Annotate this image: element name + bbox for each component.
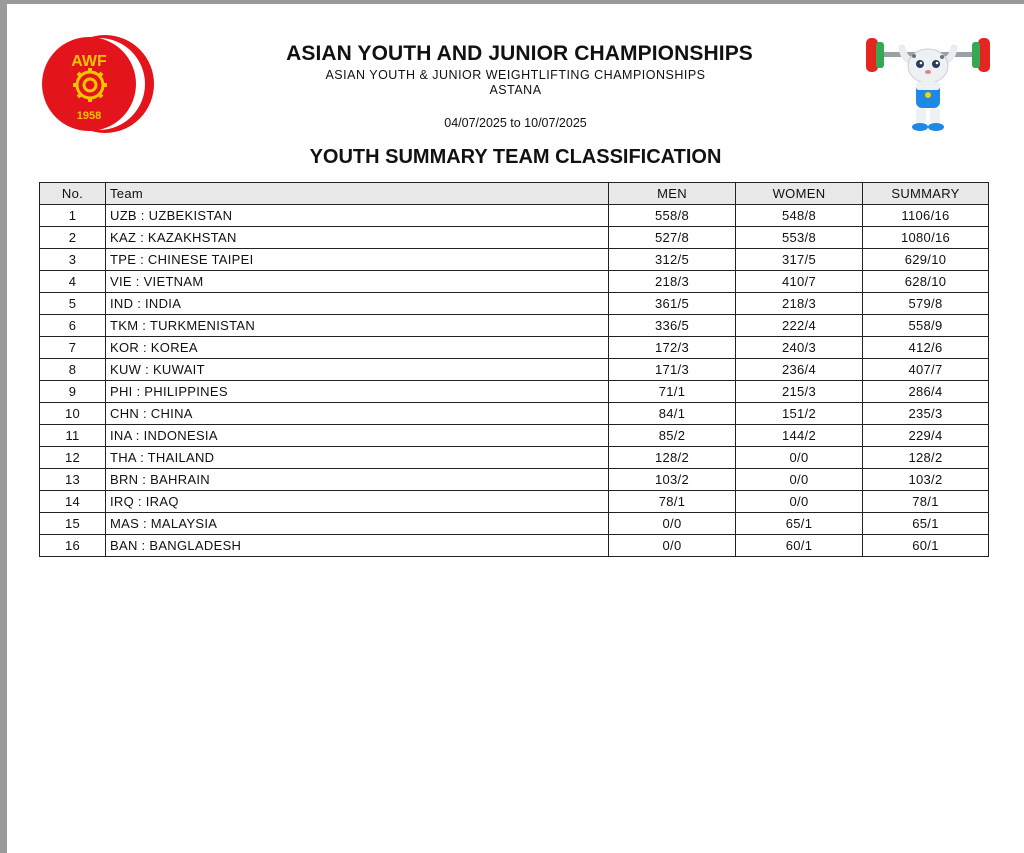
cell-women: 0/0 — [736, 447, 863, 469]
cell-men: 0/0 — [609, 513, 736, 535]
cell-team: INA : INDONESIA — [106, 425, 609, 447]
cell-women: 410/7 — [736, 271, 863, 293]
cell-team: CHN : CHINA — [106, 403, 609, 425]
cell-summary: 128/2 — [863, 447, 989, 469]
cell-no: 8 — [40, 359, 106, 381]
col-header-men: MEN — [609, 183, 736, 205]
table-row — [40, 337, 989, 359]
page-title: ASIAN YOUTH AND JUNIOR CHAMPIONSHIPS — [286, 42, 753, 65]
cell-no: 9 — [40, 381, 106, 403]
table-row — [40, 227, 989, 249]
cell-team: TKM : TURKMENISTAN — [106, 315, 609, 337]
cell-no: 1 — [40, 205, 106, 227]
cell-summary: 629/10 — [863, 249, 989, 271]
document-page — [7, 4, 1024, 853]
table-row — [40, 403, 989, 425]
logo-year: 1958 — [76, 110, 102, 122]
table-row — [40, 491, 989, 513]
cell-no: 11 — [40, 425, 106, 447]
cell-team: VIE : VIETNAM — [106, 271, 609, 293]
cell-women: 222/4 — [736, 315, 863, 337]
table-row — [40, 293, 989, 315]
cell-men: 71/1 — [609, 381, 736, 403]
cell-women: 553/8 — [736, 227, 863, 249]
cell-no: 14 — [40, 491, 106, 513]
table-row — [40, 469, 989, 491]
event-dates: 04/07/2025 to 10/07/2025 — [444, 116, 587, 130]
table-row — [40, 205, 989, 227]
cell-summary: 65/1 — [863, 513, 989, 535]
cell-women: 236/4 — [736, 359, 863, 381]
cell-men: 172/3 — [609, 337, 736, 359]
cell-summary: 628/10 — [863, 271, 989, 293]
cell-women: 548/8 — [736, 205, 863, 227]
cell-men: 84/1 — [609, 403, 736, 425]
cell-no: 10 — [40, 403, 106, 425]
cell-women: 60/1 — [736, 535, 863, 557]
col-header-summary: SUMMARY — [863, 183, 989, 205]
cell-team: BAN : BANGLADESH — [106, 535, 609, 557]
cell-summary: 579/8 — [863, 293, 989, 315]
cell-summary: 412/6 — [863, 337, 989, 359]
cell-summary: 1080/16 — [863, 227, 989, 249]
mascot-icon — [862, 32, 994, 142]
cell-no: 15 — [40, 513, 106, 535]
cell-team: UZB : UZBEKISTAN — [106, 205, 609, 227]
cell-team: MAS : MALAYSIA — [106, 513, 609, 535]
cell-summary: 286/4 — [863, 381, 989, 403]
cell-women: 151/2 — [736, 403, 863, 425]
cell-no: 7 — [40, 337, 106, 359]
cell-women: 215/3 — [736, 381, 863, 403]
table-row — [40, 381, 989, 403]
table-row — [40, 359, 989, 381]
cell-summary: 60/1 — [863, 535, 989, 557]
cell-men: 0/0 — [609, 535, 736, 557]
cell-women: 65/1 — [736, 513, 863, 535]
cell-summary: 78/1 — [863, 491, 989, 513]
cell-no: 16 — [40, 535, 106, 557]
cell-summary: 558/9 — [863, 315, 989, 337]
cell-women: 317/5 — [736, 249, 863, 271]
cell-men: 336/5 — [609, 315, 736, 337]
col-header-no: No. — [40, 183, 106, 205]
table-row — [40, 535, 989, 557]
cell-men: 558/8 — [609, 205, 736, 227]
cell-men: 527/8 — [609, 227, 736, 249]
cell-women: 0/0 — [736, 491, 863, 513]
table-row — [40, 447, 989, 469]
cell-summary: 235/3 — [863, 403, 989, 425]
table-row — [40, 425, 989, 447]
cell-no: 4 — [40, 271, 106, 293]
cell-team: KOR : KOREA — [106, 337, 609, 359]
team-classification-table — [39, 182, 989, 557]
cell-summary: 407/7 — [863, 359, 989, 381]
cell-team: KAZ : KAZAKHSTAN — [106, 227, 609, 249]
cell-team: KUW : KUWAIT — [106, 359, 609, 381]
section-title: YOUTH SUMMARY TEAM CLASSIFICATION — [309, 146, 722, 168]
cell-women: 0/0 — [736, 469, 863, 491]
cell-men: 78/1 — [609, 491, 736, 513]
page-subtitle: ASIAN YOUTH & JUNIOR WEIGHTLIFTING CHAMPIONSHIPS — [325, 68, 706, 82]
cell-men: 218/3 — [609, 271, 736, 293]
cell-summary: 103/2 — [863, 469, 989, 491]
cell-team: PHI : PHILIPPINES — [106, 381, 609, 403]
cell-summary: 229/4 — [863, 425, 989, 447]
cell-women: 144/2 — [736, 425, 863, 447]
table-row — [40, 315, 989, 337]
cell-team: IRQ : IRAQ — [106, 491, 609, 513]
cell-no: 3 — [40, 249, 106, 271]
cell-women: 218/3 — [736, 293, 863, 315]
cell-women: 240/3 — [736, 337, 863, 359]
cell-team: TPE : CHINESE TAIPEI — [106, 249, 609, 271]
table-row — [40, 513, 989, 535]
cell-men: 361/5 — [609, 293, 736, 315]
cell-no: 13 — [40, 469, 106, 491]
cell-team: IND : INDIA — [106, 293, 609, 315]
table-header-row — [40, 183, 989, 205]
cell-men: 171/3 — [609, 359, 736, 381]
cell-team: THA : THAILAND — [106, 447, 609, 469]
cell-no: 12 — [40, 447, 106, 469]
cell-no: 2 — [40, 227, 106, 249]
cell-men: 103/2 — [609, 469, 736, 491]
cell-no: 6 — [40, 315, 106, 337]
cell-summary: 1106/16 — [863, 205, 989, 227]
event-city: ASTANA — [489, 83, 542, 97]
cell-men: 85/2 — [609, 425, 736, 447]
logo-text: AWF — [71, 53, 107, 70]
col-header-women: WOMEN — [736, 183, 863, 205]
col-header-team: Team — [106, 183, 609, 205]
table-row — [40, 249, 989, 271]
cell-men: 312/5 — [609, 249, 736, 271]
cell-men: 128/2 — [609, 447, 736, 469]
cell-team: BRN : BAHRAIN — [106, 469, 609, 491]
cell-no: 5 — [40, 293, 106, 315]
table-row — [40, 271, 989, 293]
